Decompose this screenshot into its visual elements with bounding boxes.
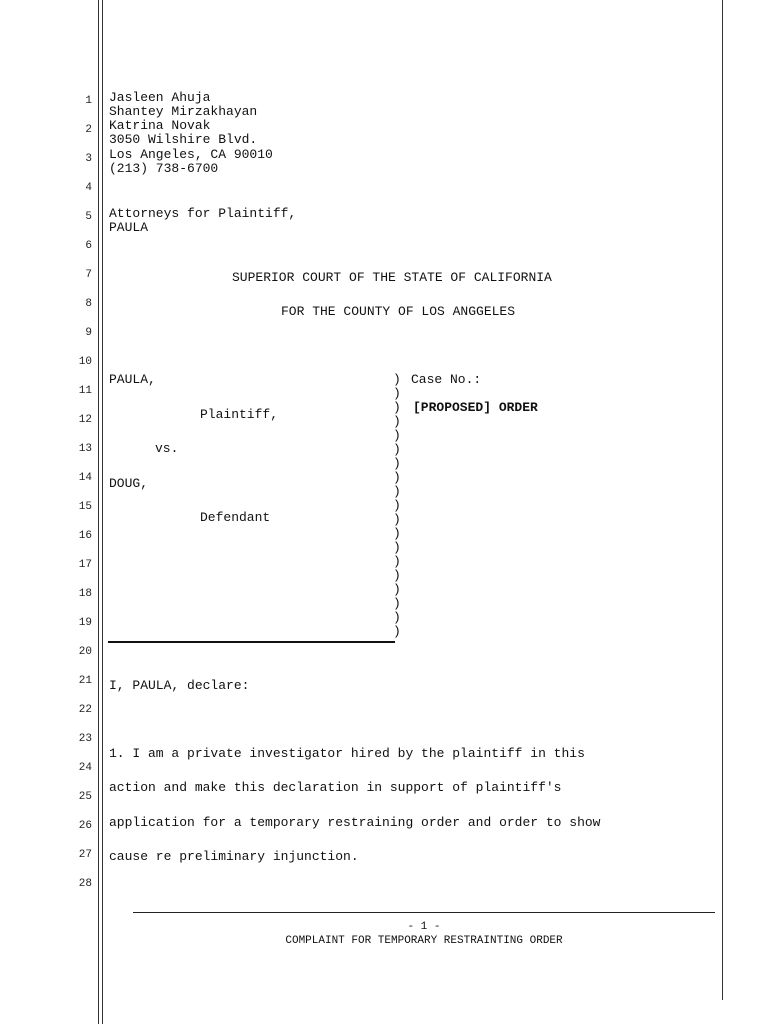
caption-paren: ) — [393, 414, 401, 429]
line-number: 11 — [78, 385, 92, 397]
caption-paren: ) — [393, 624, 401, 639]
footer-title: COMPLAINT FOR TEMPORARY RESTRAINTING ORDER — [285, 935, 563, 947]
paragraph-line: action and make this declaration in support of plaintiff's — [109, 780, 562, 795]
footer-rule — [133, 912, 715, 913]
caption-paren: ) — [393, 568, 401, 583]
attorney-line: Katrina Novak — [109, 118, 211, 133]
caption-paren: ) — [393, 470, 401, 485]
line-number: 20 — [78, 646, 92, 658]
court-county: FOR THE COUNTY OF LOS ANGGELES — [281, 304, 516, 319]
caption-paren: ) — [393, 596, 401, 611]
paragraph-line: cause re preliminary injunction. — [109, 849, 359, 864]
caption-paren: ) — [393, 442, 401, 457]
caption-paren: ) — [393, 582, 401, 597]
line-number: 12 — [78, 414, 92, 426]
line-number: 16 — [78, 530, 92, 542]
defendant-name: DOUG, — [109, 476, 149, 491]
plaintiff-name: PAULA, — [109, 372, 156, 387]
line-number: 21 — [78, 675, 92, 687]
declaration-opening: I, PAULA, declare: — [109, 678, 250, 693]
line-number: 14 — [78, 472, 92, 484]
court-title: SUPERIOR COURT OF THE STATE OF CALIFORNIA — [232, 270, 552, 285]
line-number: 28 — [78, 878, 92, 890]
line-number: 6 — [85, 240, 92, 252]
attorney-line: Shantey Mirzakhayan — [109, 104, 258, 119]
attorney-line: 3050 Wilshire Blvd. — [109, 132, 258, 147]
caption-underline — [108, 641, 395, 643]
caption-paren: ) — [393, 498, 401, 513]
left-margin-line-outer — [98, 0, 99, 1024]
line-number: 15 — [78, 501, 92, 513]
line-number: 5 — [85, 211, 92, 223]
paragraph-line: 1. I am a private investigator hired by the plaintiff in this — [109, 746, 585, 761]
line-number: 13 — [78, 443, 92, 455]
versus-label: vs. — [155, 441, 179, 456]
line-number: 1 — [85, 95, 92, 107]
line-number: 3 — [85, 153, 92, 165]
attorney-line: Los Angeles, CA 90010 — [109, 147, 273, 162]
attorney-line: Jasleen Ahuja — [109, 90, 211, 105]
caption-paren: ) — [393, 372, 401, 387]
line-number: 8 — [85, 298, 92, 310]
line-number: 10 — [78, 356, 92, 368]
caption-paren: ) — [393, 554, 401, 569]
left-margin-line-inner — [102, 0, 103, 1024]
plaintiff-label: Plaintiff, — [200, 407, 279, 422]
line-number: 22 — [78, 704, 92, 716]
line-number: 2 — [85, 124, 92, 136]
caption-paren: ) — [393, 400, 401, 415]
attorney-line: (213) 738-6700 — [109, 161, 219, 176]
line-number: 26 — [78, 820, 92, 832]
caption-paren: ) — [393, 484, 401, 499]
case-number-label: Case No.: — [411, 372, 482, 387]
line-number: 23 — [78, 733, 92, 745]
caption-paren: ) — [393, 540, 401, 555]
attorney-client: PAULA — [109, 220, 149, 235]
paragraph-line: application for a temporary restraining order and order to show — [109, 815, 601, 830]
defendant-label: Defendant — [200, 510, 271, 525]
line-number: 27 — [78, 849, 92, 861]
line-number: 25 — [78, 791, 92, 803]
line-number: 9 — [85, 327, 92, 339]
caption-paren: ) — [393, 456, 401, 471]
page-number: - 1 - — [407, 921, 441, 933]
line-number: 19 — [78, 617, 92, 629]
line-number: 24 — [78, 762, 92, 774]
caption-paren: ) — [393, 526, 401, 541]
caption-paren: ) — [393, 610, 401, 625]
caption-paren: ) — [393, 386, 401, 401]
caption-paren: ) — [393, 428, 401, 443]
line-number: 7 — [85, 269, 92, 281]
line-number: 17 — [78, 559, 92, 571]
attorney-role: Attorneys for Plaintiff, — [109, 206, 297, 221]
right-margin-line — [722, 0, 723, 1000]
line-number: 18 — [78, 588, 92, 600]
document-title: [PROPOSED] ORDER — [413, 400, 538, 415]
line-number: 4 — [85, 182, 92, 194]
caption-paren: ) — [393, 512, 401, 527]
